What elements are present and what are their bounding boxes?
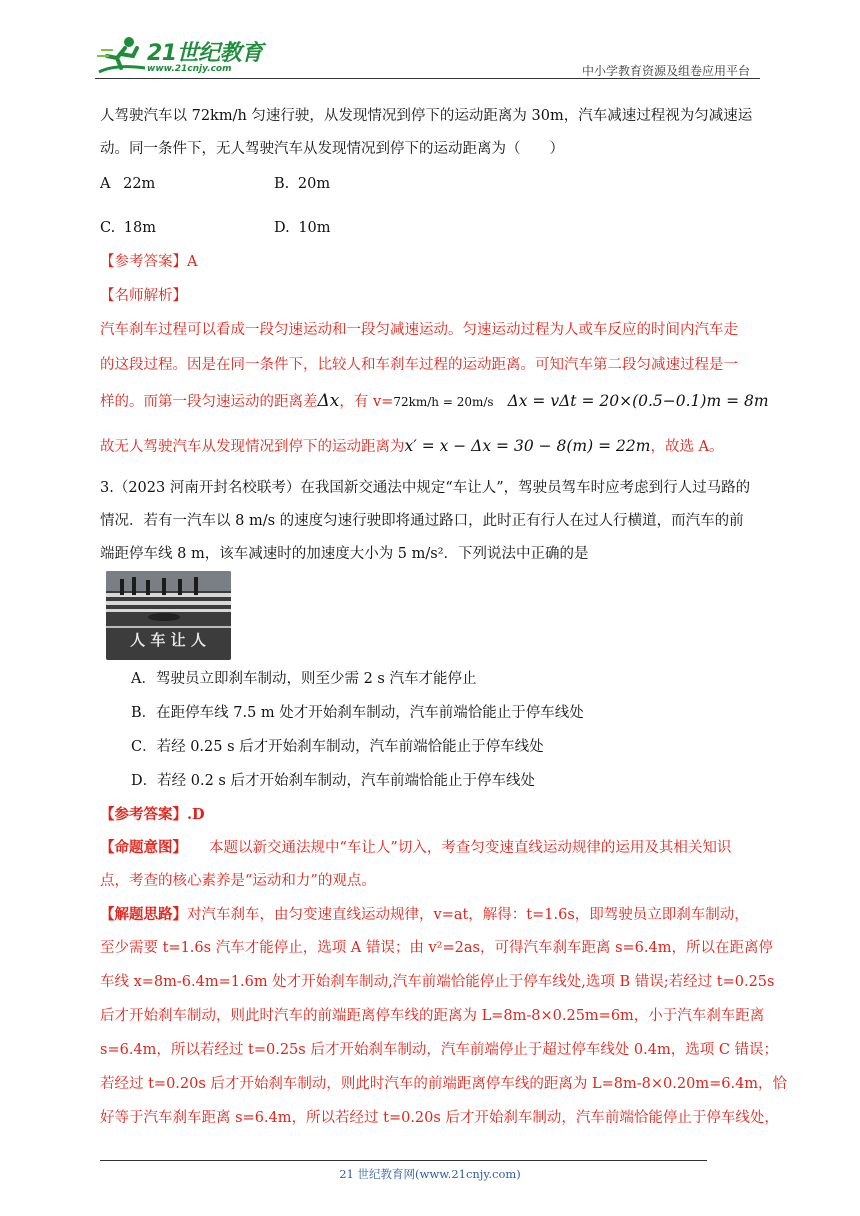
q3-solution-line-4: 后才开始刹车制动，则此时汽车的前端距离停车线的距离为 L=8m-8×0.25m=6m，小于汽车刹车距离 — [100, 1008, 765, 1024]
option-key: A — [100, 176, 111, 192]
q2-option-d — [274, 218, 331, 238]
q3-option-c: C．若经 0.25 s 后才开始刹车制动，汽车前端恰能止于停车线处 — [131, 739, 544, 755]
analysis-text: 样的。而第一段匀速运动的距离差 — [100, 394, 318, 410]
logo-url: www.21cnjy.com — [147, 64, 232, 74]
analysis-you: ，有 v= — [339, 394, 394, 410]
conclusion-end: ，故选 A。 — [650, 439, 724, 455]
logo-brand: 21世纪教育 — [147, 41, 263, 66]
q2-option-b — [274, 174, 330, 194]
q3-option-d: D．若经 0.2 s 后才开始刹车制动，汽车前端恰能止于停车线处 — [131, 773, 535, 789]
intent-title: 【命题意图】 — [100, 839, 187, 856]
q3-intent-line-2: 点，考查的核心素养是“运动和力”的观点。 — [100, 873, 376, 889]
q3-stem-2: 情况．若有一汽车以 8 m/s 的速度匀速行驶即将通过路口，此时正有行人在过人行横道，而汽车的前 — [100, 513, 744, 529]
q2-analysis-line-3 — [100, 391, 769, 412]
option-text: 20m — [297, 176, 331, 192]
q2-line-1: 人驾驶汽车以 72km/h 匀速行驶，从发现情况到停下的运动距离为 30m，汽车减速过程视为匀减速运 — [100, 108, 753, 124]
option-text: 18m — [123, 220, 156, 236]
q3-solution-line-7: 好等于汽车刹车距离 s=6.4m，所以若经过 t=0.20s 后才开始刹车制动，汽车前端恰能停止于停车线处， — [100, 1110, 779, 1126]
option-key: B. — [274, 176, 290, 192]
q3-solution-line-1 — [100, 905, 749, 925]
option-key: D. — [274, 220, 290, 236]
q3-stem-3: 端距停车线 8 m，该车减速时的加速度大小为 5 m/s²．下列说法中正确的是 — [100, 546, 589, 562]
q3-option-a: A．驾驶员立即刹车制动，则至少需 2 s 汽车才能停止 — [131, 671, 477, 687]
q3-solution-line-2: 至少需要 t=1.6s 汽车才能停止，选项 A 错误；由 v²=2as，可得汽车刹车距离 s=6.4m，所以在距离停 — [100, 940, 773, 956]
conclusion-equation: x′ = x − Δx = 30 − 8(m) = 22m — [404, 437, 651, 455]
q2-answer: 【参考答案】A — [100, 254, 198, 270]
solution-title: 【解题思路】 — [100, 906, 187, 923]
q3-stem-1: 3.（2023 河南开封名校联考）在我国新交通法中规定“车让人”，驾驶员驾车时应考虑到行人过马路的 — [100, 480, 751, 496]
logo — [95, 34, 265, 78]
q3-solution-line-6: 若经过 t=0.20s 后才开始刹车制动，则此时汽车的前端距离停车线的距离为 L=8m-8×0.20m=6.4m，恰 — [100, 1076, 788, 1092]
q2-option-c — [100, 218, 156, 238]
option-text: 22m — [123, 176, 156, 192]
q3-answer: 【参考答案】.D — [100, 806, 205, 823]
option-key: C. — [100, 220, 116, 236]
q2-option-a — [100, 174, 155, 194]
q2-analysis-line-1: 汽车刹车过程可以看成一段匀速运动和一段匀减速运动。匀速运动过程为人或车反应的时间内汽车走 — [100, 322, 738, 338]
q3-solution-line-5: s=6.4m，所以若经过 t=0.25s 后才开始刹车制动，汽车前端停止于超过停车线处 0.4m，选项 C 错误； — [100, 1042, 779, 1058]
q3-option-b: B．在距停车线 7.5 m 处才开始刹车制动，汽车前端恰能止于停车线处 — [131, 705, 584, 721]
intent-text: 本题以新交通法规中“车让人”切入，考查匀变速直线运动规律的运用及其相关知识 — [209, 840, 732, 856]
photo-road-text: 人 车 让 人 — [130, 631, 206, 649]
platform-title: 中小学教育资源及组卷应用平台 — [581, 64, 750, 78]
q3-solution-line-3: 车线 x=8m-6.4m=1.6m 处才开始刹车制动,汽车前端恰能停止于停车线处,选项 B 错误;若经过 t=0.25s — [100, 974, 775, 990]
q3-intent-line-1 — [100, 838, 731, 858]
runner-logo-icon — [95, 34, 151, 78]
q2-line-2: 动。同一条件下，无人驾驶汽车从发现情况到停下的运动距离为（ ） — [100, 141, 564, 157]
q2-analysis-line-2: 的这段过程。因是在同一条件下，比较人和车刹车过程的运动距离。可知汽车第二段匀减速过程是一 — [100, 357, 738, 373]
delta-x: Δx — [317, 391, 340, 411]
option-text: 10m — [298, 220, 331, 236]
q2-analysis-title: 【名师解析】 — [100, 288, 187, 304]
solution-text: 对汽车刹车，由匀变速直线运动规律，v=at，解得：t=1.6s，即驾驶员立即刹车制动， — [187, 907, 749, 923]
header-divider — [95, 78, 760, 79]
v-value: 72km/h = 20m/s — [393, 395, 494, 409]
footer-divider — [100, 1160, 707, 1161]
crosswalk-photo — [106, 571, 231, 660]
q2-conclusion — [100, 436, 724, 457]
page-footer: 21 世纪教育网(www.21cnjy.com) — [339, 1167, 521, 1181]
equation-1: Δx = vΔt = 20×(0.5−0.1)m = 8m — [507, 392, 769, 410]
page-header — [95, 34, 760, 80]
conclusion-text: 故无人驾驶汽车从发现情况到停下的运动距离为 — [100, 439, 405, 455]
